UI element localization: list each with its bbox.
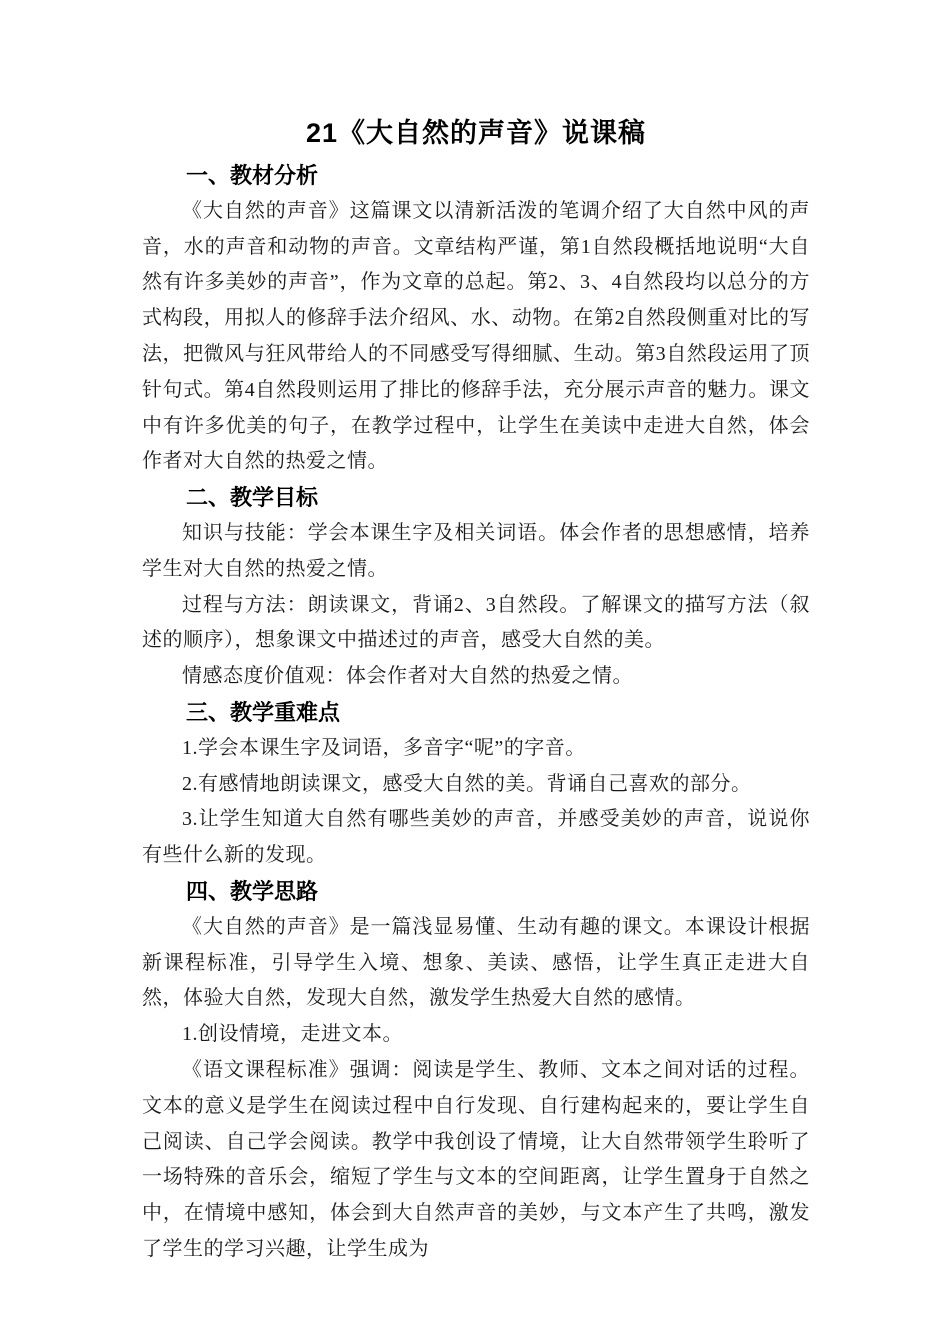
- section-key-difficulties: [142, 695, 810, 874]
- paragraph-process-methods: 过程与方法：朗读课文，背诵2、3自然段。了解课文的描写方法（叙述的顺序），想象课文中描述过的声音，感受大自然的美。: [142, 593, 810, 652]
- paragraph-curriculum-standard: 《语文课程标准》强调：阅读是学生、教师、文本之间对话的过程。文本的意义是学生在阅读过程中自行发现、自行建构起来的，要让学生自己阅读、自己学会阅读。教学中我创设了情境，让大自然带领学生聆听了一场特殊的音乐会，缩短了学生与文本的空间距离，让学生置身于自然之中，在情境中感知，体会到大自然声音的美妙，与文本产生了共鸣，激发了学生的学习兴趣，让学生成为: [142, 1058, 810, 1260]
- document-title: 21《大自然的声音》说课稿: [305, 118, 647, 148]
- section-heading-teaching-goals: 二、教学目标: [186, 485, 319, 511]
- paragraph-difficulty-item-2: 2.有感情地朗读课文，感受大自然的美。背诵自己喜欢的部分。: [182, 772, 752, 795]
- paragraph-emotional-values: 情感态度价值观：体会作者对大自然的热爱之情。: [182, 665, 633, 688]
- section-heading-key-difficulties: 三、教学重难点: [186, 699, 341, 725]
- paragraph-approach-item-1: 1.创设情境，走进文本。: [182, 1023, 403, 1046]
- paragraph-difficulty-item-3: 3.让学生知道大自然有哪些美妙的声音，并感受美妙的声音，说说你有些什么新的发现。: [142, 808, 810, 867]
- section-heading-teaching-approach: 四、教学思路: [186, 878, 319, 904]
- section-heading-material-analysis: 一、教材分析: [186, 163, 319, 188]
- section-teaching-approach: [142, 874, 810, 1268]
- paragraph-approach-overview: 《大自然的声音》是一篇浅显易懂、生动有趣的课文。本课设计根据新课程标准，引导学生入境、想象、美读、感悟，让学生真正走进大自然，体验大自然，发现大自然，激发学生热爱大自然的感情。: [142, 915, 810, 1010]
- paragraph-knowledge-skills: 知识与技能：学会本课生字及相关词语。体会作者的思想感情，培养学生对大自然的热爱之情。: [142, 521, 810, 580]
- section-material-analysis: [142, 158, 810, 480]
- section-teaching-goals: [142, 480, 810, 695]
- paragraph-difficulty-item-1: 1.学会本课生字及词语，多音字“呢”的字音。: [182, 736, 586, 759]
- paragraph-material-analysis: 《大自然的声音》这篇课文以清新活泼的笔调介绍了大自然中风的声音，水的声音和动物的声音。文章结构严谨，第1自然段概括地说明“大自然有许多美妙的声音”，作为文章的总起。第2、3、4自然段均以总分的方式构段，用拟人的修辞手法介绍风、水、动物。在第2自然段侧重对比的写法，把微风与狂风带给人的不同感受写得细腻、生动。第3自然段运用了顶针句式。第4自然段则运用了排比的修辞手法，充分展示声音的魅力。课文中有许多优美的句子，在教学过程中，让学生在美读中走进大自然，体会作者对大自然的热爱之情。: [142, 199, 810, 473]
